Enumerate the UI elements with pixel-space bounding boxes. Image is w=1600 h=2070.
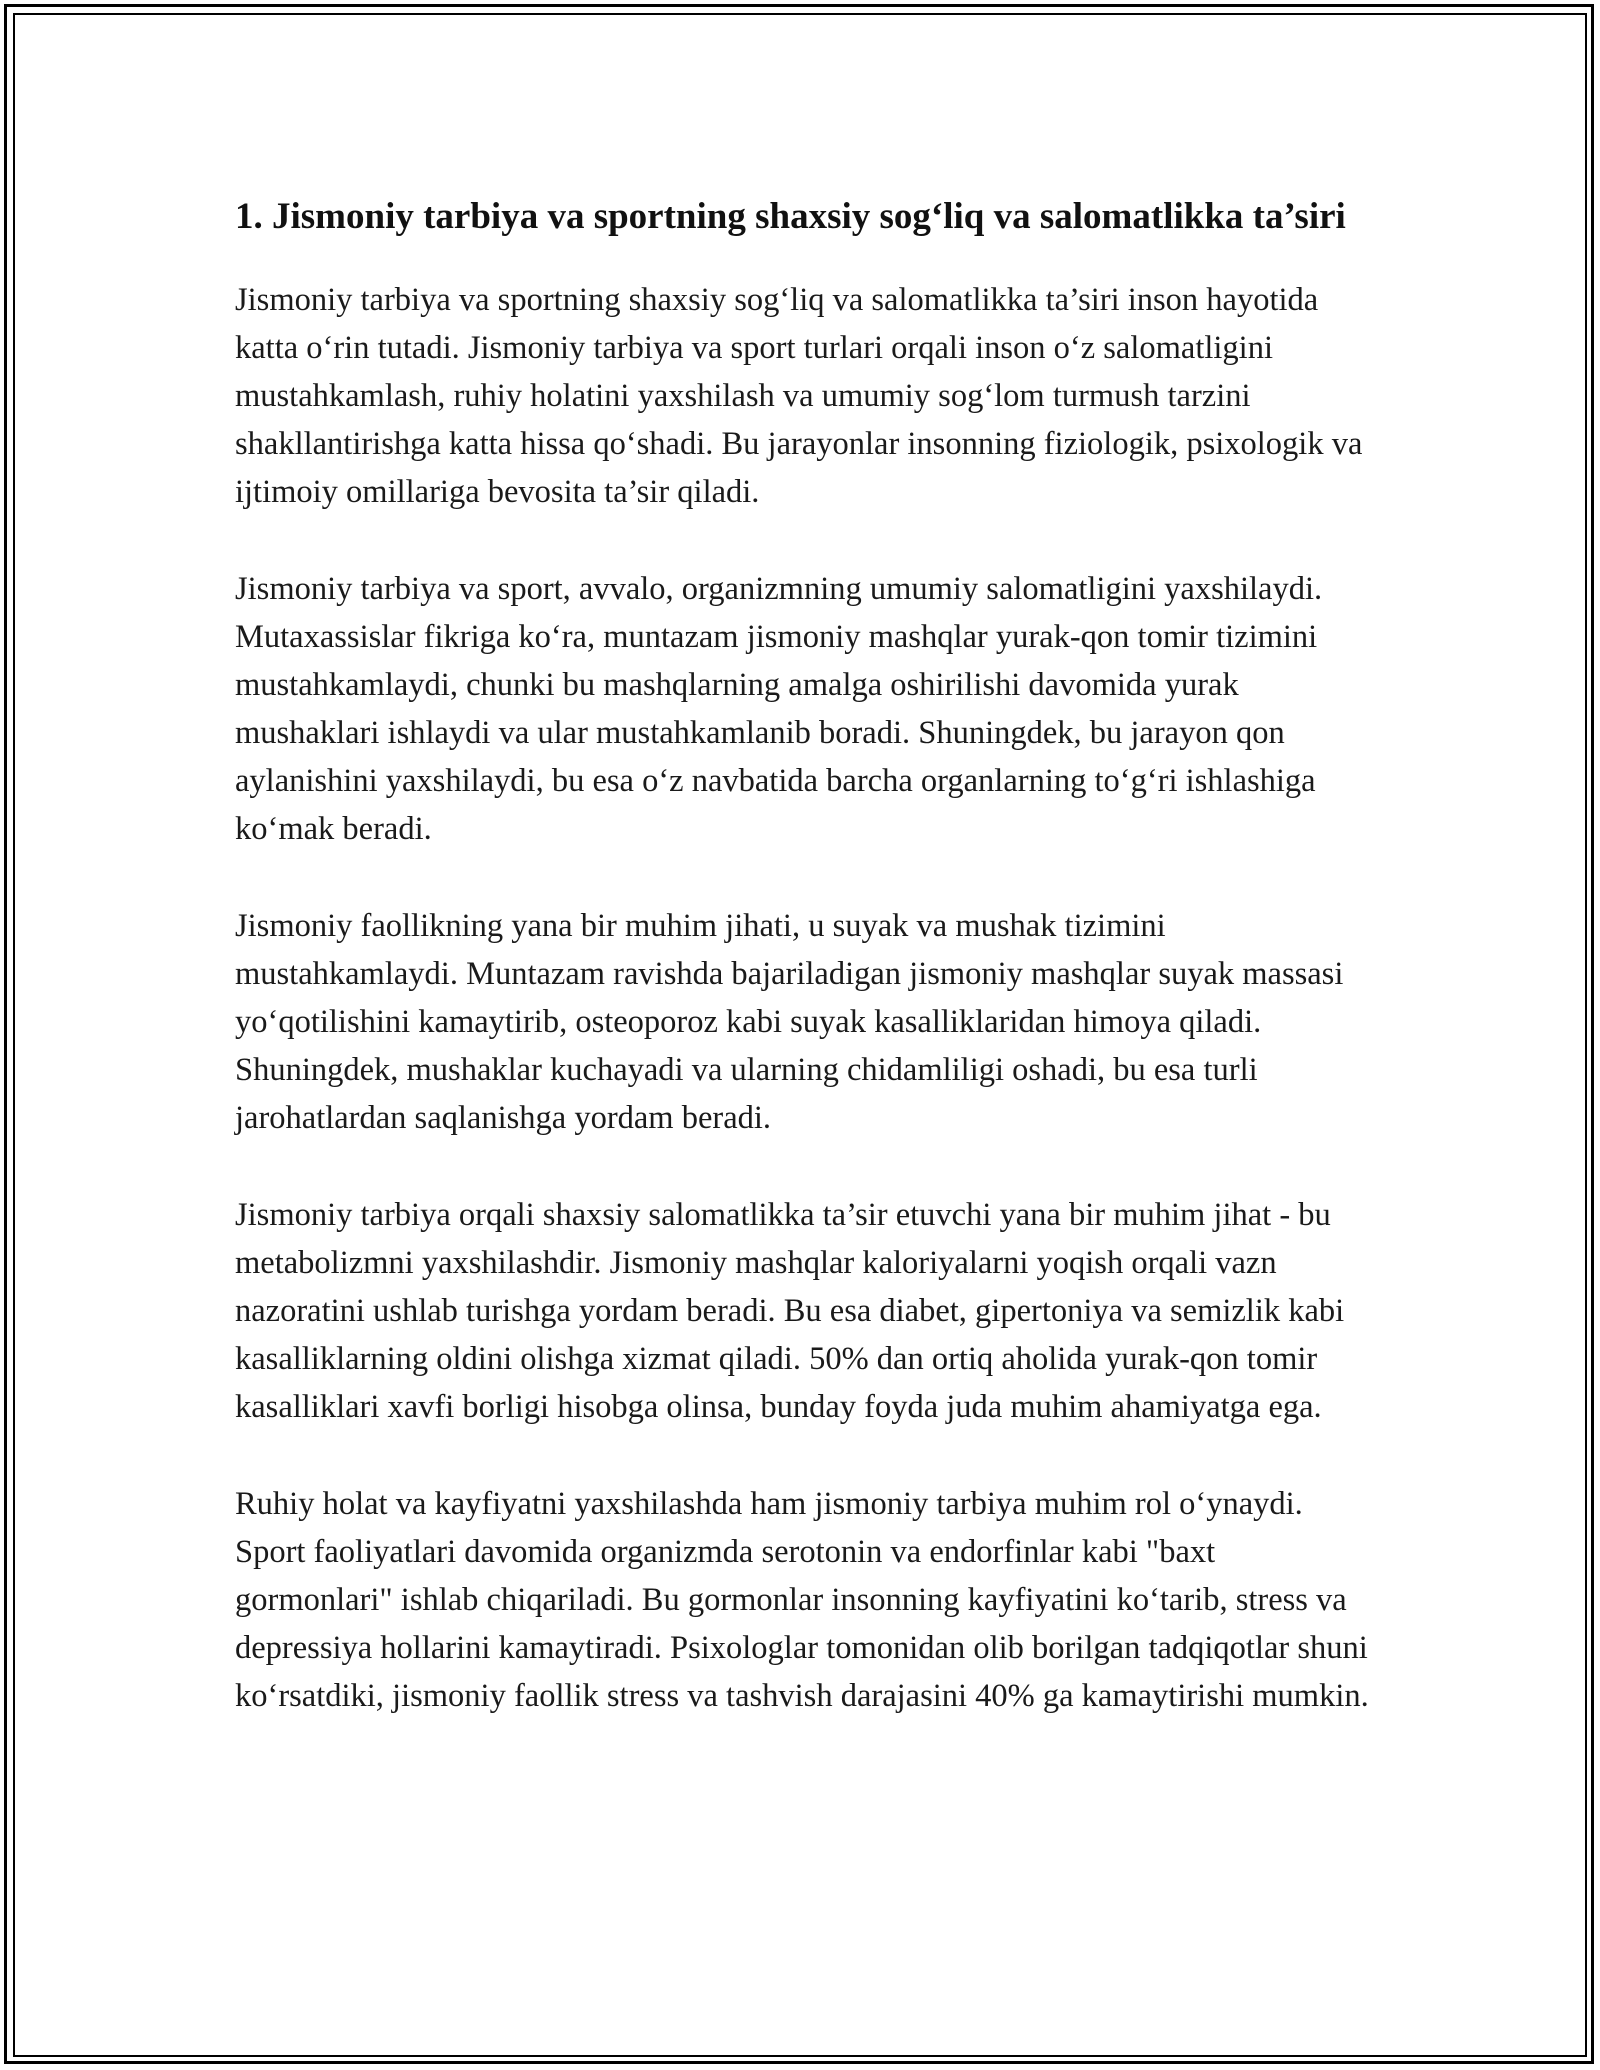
paragraph-3: Jismoniy faollikning yana bir muhim jihati, u suyak va mushak tizimini mustahkamlaydi. Muntazam ravishda bajariladigan jismoniy mashqlar suyak massasi yo‘qotilishini kamaytirib, osteoporoz kabi suyak kasalliklaridan himoya qiladi. Shuningdek, mushaklar kuchayadi va ularning chidamliligi oshadi, bu esa turli jarohatlardan saqlanishga yordam beradi.	[235, 908, 1344, 1136]
paragraph-1: Jismoniy tarbiya va sportning shaxsiy sog‘liq va salomatlikka ta’siri inson hayotida katta o‘rin tutadi. Jismoniy tarbiya va sport turlari orqali inson o‘z salomatligini mustahkamlash, ruhiy holatini yaxshilash va umumiy sog‘lom turmush tarzini shakllantirishga katta hissa qo‘shadi. Bu jarayonlar insonning fiziologik, psixologik va ijtimoiy omillariga bevosita ta’sir qiladi.	[235, 282, 1363, 510]
document-body	[235, 188, 1375, 1720]
paragraph-4: Jismoniy tarbiya orqali shaxsiy salomatlikka ta’sir etuvchi yana bir muhim jihat - bu metabolizmni yaxshilashdir. Jismoniy mashqlar kaloriyalarni yoqish orqali vazn nazoratini ushlab turishga yordam beradi. Bu esa diabet, gipertoniya va semizlik kabi kasalliklarning oldini olishga xizmat qiladi. 50% dan ortiq aholida yurak-qon tomir kasalliklari xavfi borligi hisobga olinsa, bunday foyda juda muhim ahamiyatga ega.	[235, 1197, 1345, 1425]
paragraph-2: Jismoniy tarbiya va sport, avvalo, organizmning umumiy salomatligini yaxshilaydi. Mutaxassislar fikriga ko‘ra, muntazam jismoniy mashqlar yurak-qon tomir tizimini mustahkamlaydi, chunki bu mashqlarning amalga oshirilishi davomida yurak mushaklari ishlaydi va ular mustahkamlanib boradi. Shuningdek, bu jarayon qon aylanishini yaxshilaydi, bu esa o‘z navbatida barcha organlarning to‘g‘ri ishlashiga ko‘mak beradi.	[235, 571, 1323, 847]
document-title: 1. Jismoniy tarbiya va sportning shaxsiy sog‘liq va salomatlikka ta’siri	[235, 196, 1346, 237]
paragraph-5: Ruhiy holat va kayfiyatni yaxshilashda ham jismoniy tarbiya muhim rol o‘ynaydi. Sport faoliyatlari davomida organizmda serotonin va endorfinlar kabi "baxt gormonlari" ishlab chiqariladi. Bu gormonlar insonning kayfiyatini ko‘tarib, stress va depressiya hollarini kamaytiradi. Psixologlar tomonidan olib borilgan tadqiqotlar shuni ko‘rsatdiki, jismoniy faollik stress va tashvish darajasini 40% ga kamaytirishi mumkin.	[235, 1486, 1369, 1714]
